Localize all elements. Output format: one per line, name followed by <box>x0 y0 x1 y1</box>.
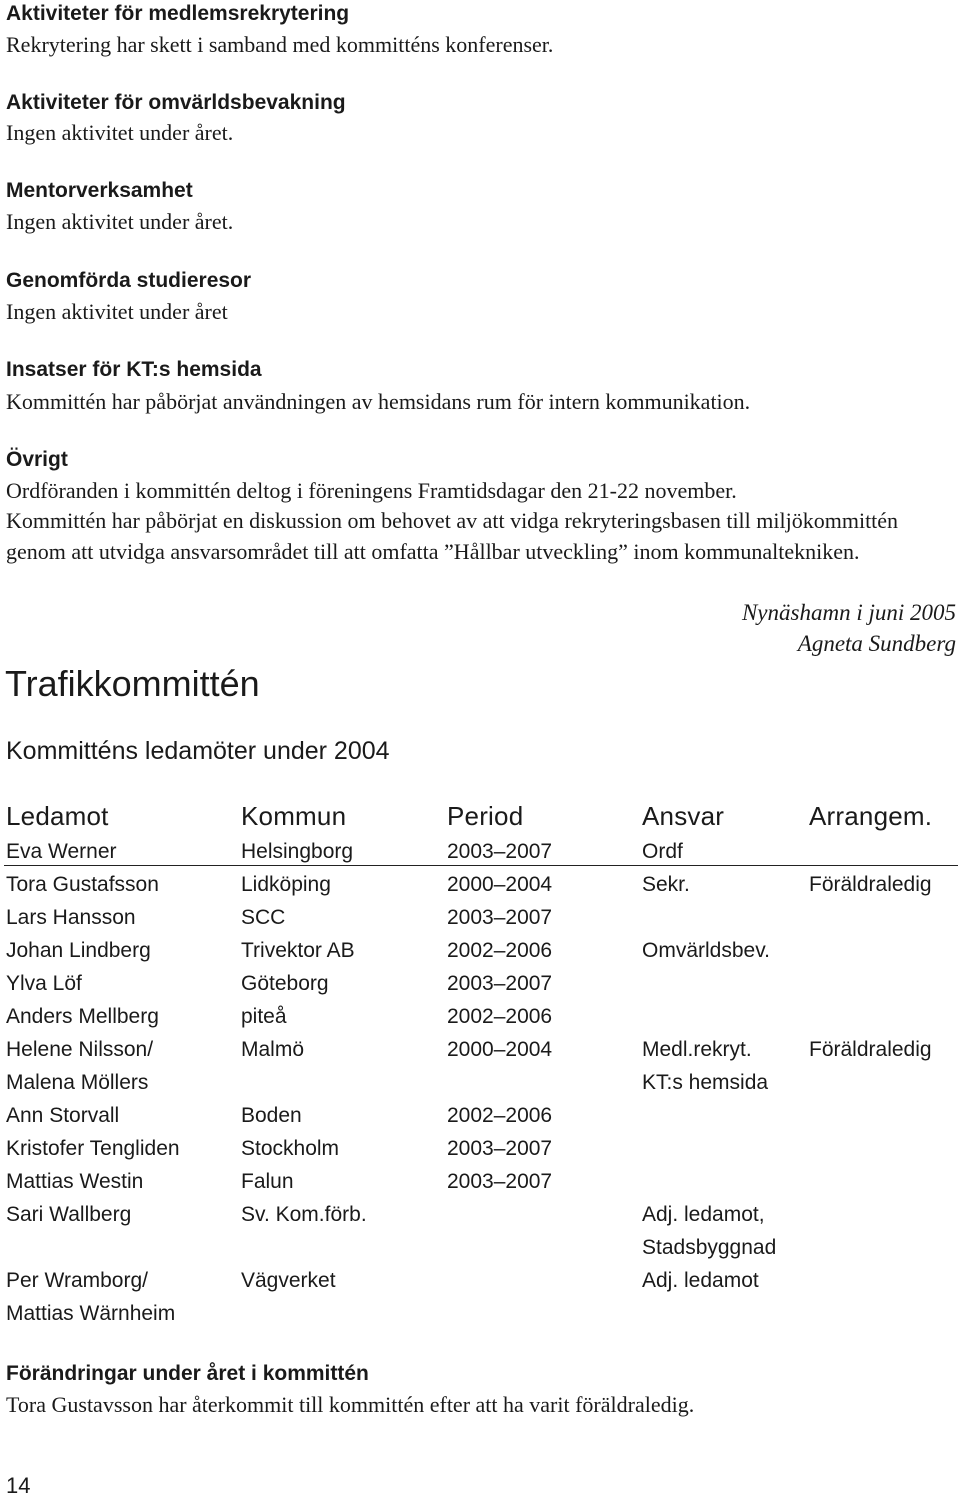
cell-kommun: Trivektor AB <box>241 939 355 962</box>
cell-period: 2002–2006 <box>447 1005 553 1028</box>
cell-ledamot: Tora Gustafsson <box>6 873 159 896</box>
signature-name: Agneta Sundberg <box>797 631 956 656</box>
cell-kommun: piteå <box>241 1005 287 1028</box>
cell-period: 2003–2007 <box>447 1137 553 1160</box>
cell-ledamot: Ylva Löf <box>6 972 82 995</box>
members-heading: Kommitténs ledamöter under 2004 <box>6 737 390 765</box>
cell-ledamot: Malena Möllers <box>6 1071 149 1094</box>
cell-ansvar: Medl.rekryt. <box>642 1038 752 1061</box>
changes-text: Tora Gustavsson har återkommit till kommittén efter att ha varit föräldraledig. <box>6 1392 695 1417</box>
section-heading-mentorverksamhet: Mentorverksamhet <box>6 179 193 202</box>
cell-period: 2003–2007 <box>447 906 553 929</box>
cell-ledamot: Anders Mellberg <box>6 1005 159 1028</box>
cell-kommun: Boden <box>241 1104 302 1127</box>
column-header-ansvar: Ansvar <box>642 801 725 831</box>
cell-kommun: Malmö <box>241 1038 305 1061</box>
cell-kommun: Stockholm <box>241 1137 340 1160</box>
cell-kommun: Vägverket <box>241 1269 336 1292</box>
cell-period: 2000–2004 <box>447 1038 553 1061</box>
signature-place-date: Nynäshamn i juni 2005 <box>741 600 956 625</box>
cell-period: 2002–2006 <box>447 939 553 962</box>
section-heading-ovrigt: Övrigt <box>6 448 68 471</box>
cell-kommun: Helsingborg <box>241 840 354 863</box>
cell-ansvar: Stadsbyggnad <box>642 1236 777 1259</box>
cell-ansvar: Adj. ledamot <box>642 1269 759 1292</box>
section-heading-studieresor: Genomförda studieresor <box>6 269 252 292</box>
cell-ledamot: Johan Lindberg <box>6 939 151 962</box>
section-text-studieresor: Ingen aktivitet under året <box>6 299 228 324</box>
cell-ansvar: Ordf <box>642 840 683 863</box>
section-text-ovrigt: Ordföranden i kommittén deltog i föreningens Framtidsdagar den 21-22 november. <box>6 478 737 503</box>
cell-ansvar: KT:s hemsida <box>642 1071 769 1094</box>
section-text-omvarldsbevakning: Ingen aktivitet under året. <box>6 120 234 145</box>
cell-ledamot: Helene Nilsson/ <box>6 1038 154 1061</box>
cell-period: 2002–2006 <box>447 1104 553 1127</box>
cell-period: 2000–2004 <box>447 873 553 896</box>
section-heading-hemsida: Insatser för KT:s hemsida <box>6 358 262 381</box>
cell-kommun: Göteborg <box>241 972 329 995</box>
cell-kommun: SCC <box>241 906 286 929</box>
ovrigt-paragraph: Kommittén har påbörjat en diskussion om behovet av att vidga rekryteringsbasen till miljökommittén genom att utvidga ansvarsområdet till att omfatta ”Hållbar utveckling” inom kommunaltekniken. <box>6 508 899 564</box>
column-header-ledamot: Ledamot <box>6 801 109 831</box>
header-divider <box>4 865 958 866</box>
cell-kommun: Sv. Kom.förb. <box>241 1203 367 1226</box>
cell-ledamot: Lars Hansson <box>6 906 136 929</box>
cell-ansvar: Omvärldsbev. <box>642 939 770 962</box>
committee-title: Trafikkommittén <box>5 663 260 704</box>
cell-ledamot: Ann Storvall <box>6 1104 120 1127</box>
cell-period: 2003–2007 <box>447 972 553 995</box>
page-number: 14 <box>6 1473 31 1498</box>
section-text-mentorverksamhet: Ingen aktivitet under året. <box>6 209 234 234</box>
section-heading-medlemsrekrytering: Aktiviteter för medlemsrekrytering <box>6 2 350 25</box>
column-header-arrangem: Arrangem. <box>809 801 933 831</box>
column-header-period: Period <box>447 801 524 831</box>
section-heading-omvarldsbevakning: Aktiviteter för omvärldsbevakning <box>6 91 346 114</box>
cell-ledamot: Eva Werner <box>6 840 117 863</box>
cell-ansvar: Adj. ledamot, <box>642 1203 765 1226</box>
cell-ledamot: Per Wramborg/ <box>6 1269 148 1292</box>
cell-kommun: Lidköping <box>241 873 331 896</box>
cell-ledamot: Mattias Wärnheim <box>6 1302 176 1325</box>
cell-period: 2003–2007 <box>447 840 553 863</box>
section-text-hemsida: Kommittén har påbörjat användningen av hemsidans rum för intern kommunikation. <box>6 389 751 414</box>
cell-period: 2003–2007 <box>447 1170 553 1193</box>
column-header-kommun: Kommun <box>241 801 347 831</box>
cell-arrangem: Föräldraledig <box>809 1038 932 1061</box>
changes-heading: Förändringar under året i kommittén <box>6 1362 369 1385</box>
cell-ledamot: Sari Wallberg <box>6 1203 132 1226</box>
cell-kommun: Falun <box>241 1170 294 1193</box>
cell-ledamot: Kristofer Tengliden <box>6 1137 180 1160</box>
section-text-medlemsrekrytering: Rekrytering har skett i samband med kommitténs konferenser. <box>6 32 554 57</box>
cell-ledamot: Mattias Westin <box>6 1170 144 1193</box>
cell-ansvar: Sekr. <box>642 873 690 896</box>
cell-arrangem: Föräldraledig <box>809 873 932 896</box>
